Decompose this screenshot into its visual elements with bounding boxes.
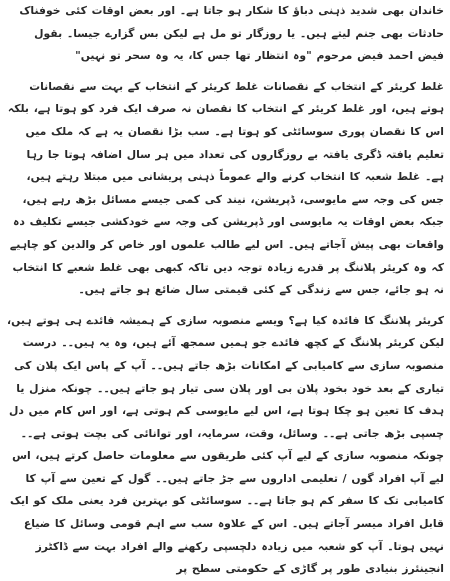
paragraph-intro: خاندان بھی شدید ذہنی دباؤ کا شکار ہو جاتا ہے۔ اور بعض اوقات کئی خوفناک حادثات بھی جنم لیتے ہیں۔ یا روزگار تو مل ہے لیکن بس گزارے جیسا۔ بقول فیض احمد فیض مرحوم "وہ انتظار تھا جس کا، یہ وہ سحر تو نہیں" xyxy=(19,4,444,63)
paragraph-wrong-career: غلط کریئر کے انتخاب کے نقصانات غلط کریئر کے انتخاب کے بہت سے نقصانات ہوتے ہیں، اور غلط کریئر کے انتخاب کا نقصان نہ صرف ایک فرد کو ہوتا ہے، بلکہ اس کا نقصان پوری سوسائٹی کو ہوتا ہے۔ سب بڑا نقصان یہ ہے کہ ملک میں تعلیم یافتہ ڈگری یافتہ بے روزگاروں کی تعداد میں ہر سال اضافہ ہوتا جا رہا ہے۔ غلط شعبہ کا انتخاب کرنے والے عموماً ذہنی پریشانی میں مبتلا رہتے ہیں، جس کی وجہ سے مایوسی، ڈپریشن، نیند کی کمی جیسے مسائل بڑھ رہے ہیں، جبکہ بعض اوقات یہ مایوسی اور ڈپریشن کی وجہ سے خودکشی جیسے تکلیف دہ واقعات بھی پیش آجاتے ہیں۔ اس لیے طالب علموں اور خاص کر والدین کو چاہیے کہ وہ کریئر پلاننگ پر قدرے زیادہ توجہ دیں تاکہ کبھی بھی غلط شعبے کا انتخاب نہ ہو جائے، جس سے زندگی کے کئی قیمتی سال ضائع ہو جاتے ہیں۔ xyxy=(7,79,444,297)
paragraph-career-planning-benefits: کریئر پلاننگ کا فائدہ کیا ہے؟ ویسے منصوبہ سازی کے ہمیشہ فائدے ہی ہوتے ہیں، لیکن کریئر پلاننگ کے کچھ فائدے جو ہمیں سمجھ آئے ہیں، وہ یہ ہیں۔۔ درست منصوبہ سازی سے کامیابی کے امکانات بڑھ جاتے ہیں۔۔ آپ کے پاس ایک پلان کی تیاری کے بعد خود بخود پلان بی اور پلان سی تیار ہو جاتے ہیں۔۔ چونکہ منزل یا ہدف کا تعین ہو چکا ہوتا ہے، اس لیے مایوسی کم ہوتی ہے، اور اس کام میں دل چسپی بڑھ جاتی ہے۔۔ وسائل، وقت، سرمایہ، اور توانائی کی بچت ہوتی ہے۔۔ چونکہ منصوبہ سازی کے لیے آپ کئی طریقوں سے معلومات حاصل کرتے ہیں، اس لیے آپ افراد گوں / تعلیمی اداروں سے جڑ جاتے ہیں۔۔ گول کے تعین سے آپ کا کامیابی تک کا سفر کم ہو جاتا ہے۔۔ سوسائٹی کو بہترین فرد یعنی ملک کو ایک قابل افراد میسر آجاتے ہیں۔ اس کے علاوہ سب سے اہم قومی وسائل کا ضیاع نہیں ہوتا۔ آپ کو شعبہ میں زیادہ دلچسپی رکھنے والے افراد بہت سے ڈاکٹرز انجینئرز بنیادی طور پر گاڑی کے حکومتی سطح پر xyxy=(7,313,444,576)
